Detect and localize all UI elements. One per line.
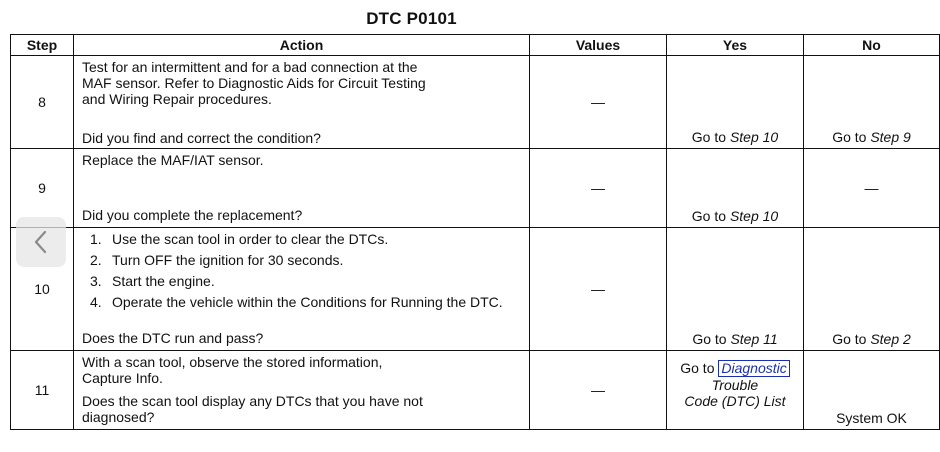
values-cell: —: [530, 228, 667, 351]
no-result: System OK: [836, 410, 907, 426]
action-line: MAF sensor. Refer to Diagnostic Aids for Circuit Testing: [82, 75, 426, 91]
step-number: 10: [11, 228, 74, 351]
no-step-link[interactable]: Step 2: [870, 331, 911, 347]
action-line: Test for an intermittent and for a bad connection at the: [82, 59, 418, 75]
yes-step-link[interactable]: Step 11: [730, 331, 778, 347]
list-item: 1. Use the scan tool in order to clear the DTCs.: [90, 231, 389, 247]
step-number: 8: [11, 56, 74, 149]
action-line: Capture Info.: [82, 370, 163, 386]
yes-cell: [667, 351, 804, 430]
yes-cell: [667, 56, 804, 149]
table-row: [11, 351, 940, 430]
no-goto[interactable]: Go to Step 9: [832, 129, 911, 145]
header-no: No: [804, 35, 940, 56]
yes-goto[interactable]: Go to Step 10: [691, 129, 779, 145]
list-item: 4. Operate the vehicle within the Conditions for Running the DTC.: [90, 294, 503, 310]
header-step: Step: [11, 35, 74, 56]
values-cell: —: [530, 149, 667, 228]
action-line: With a scan tool, observe the stored information,: [82, 354, 383, 370]
document-title: DTC P0101: [366, 9, 457, 28]
step-number: 9: [11, 149, 74, 228]
header-action: Action: [74, 35, 530, 56]
action-line: Replace the MAF/IAT sensor.: [82, 152, 264, 168]
step-number: 11: [11, 351, 74, 430]
table-row: [11, 149, 940, 228]
header-row: [11, 35, 940, 56]
values-cell: —: [530, 351, 667, 430]
list-item: 2. Turn OFF the ignition for 30 seconds.: [90, 252, 344, 268]
header-values: Values: [530, 35, 667, 56]
action-question: Does the scan tool display any DTCs that you have not: [82, 393, 423, 409]
values-cell: —: [530, 56, 667, 149]
dtc-table: [10, 34, 940, 430]
yes-goto[interactable]: Go to Step 11: [692, 331, 778, 347]
previous-page-button[interactable]: [16, 217, 66, 267]
action-cell: [74, 351, 530, 430]
no-cell: [804, 56, 940, 149]
table-row: [11, 56, 940, 149]
no-step-link[interactable]: Step 9: [870, 129, 911, 145]
table-row: [11, 228, 940, 351]
no-cell: [804, 228, 940, 351]
yes-cell: [667, 228, 804, 351]
no-cell: —: [804, 149, 940, 228]
action-question: diagnosed?: [82, 409, 155, 425]
chevron-left-icon: [30, 227, 52, 257]
trouble-link[interactable]: Trouble: [711, 377, 759, 393]
yes-goto[interactable]: Go to Step 10: [691, 208, 779, 224]
action-cell: [74, 228, 530, 351]
action-question: Did you complete the replacement?: [82, 207, 303, 223]
yes-cell: [667, 149, 804, 228]
diagnostic-link[interactable]: Diagnostic: [718, 360, 789, 377]
action-line: and Wiring Repair procedures.: [82, 91, 272, 107]
action-question: Does the DTC run and pass?: [82, 330, 264, 346]
list-item: 3. Start the engine.: [90, 273, 215, 289]
action-question: Did you find and correct the condition?: [82, 130, 321, 146]
no-cell: [804, 351, 940, 430]
yes-step-link[interactable]: Step 10: [729, 208, 779, 224]
action-cell: [74, 56, 530, 149]
no-goto[interactable]: Go to Step 2: [832, 331, 911, 347]
yes-step-link[interactable]: Step 10: [729, 129, 779, 145]
dtc-list-link[interactable]: Go to Diagnostic Trouble Code (DTC) List: [667, 360, 803, 409]
action-cell: [74, 149, 530, 228]
code-list-link[interactable]: Code (DTC) List: [684, 393, 786, 409]
header-yes: Yes: [667, 35, 804, 56]
